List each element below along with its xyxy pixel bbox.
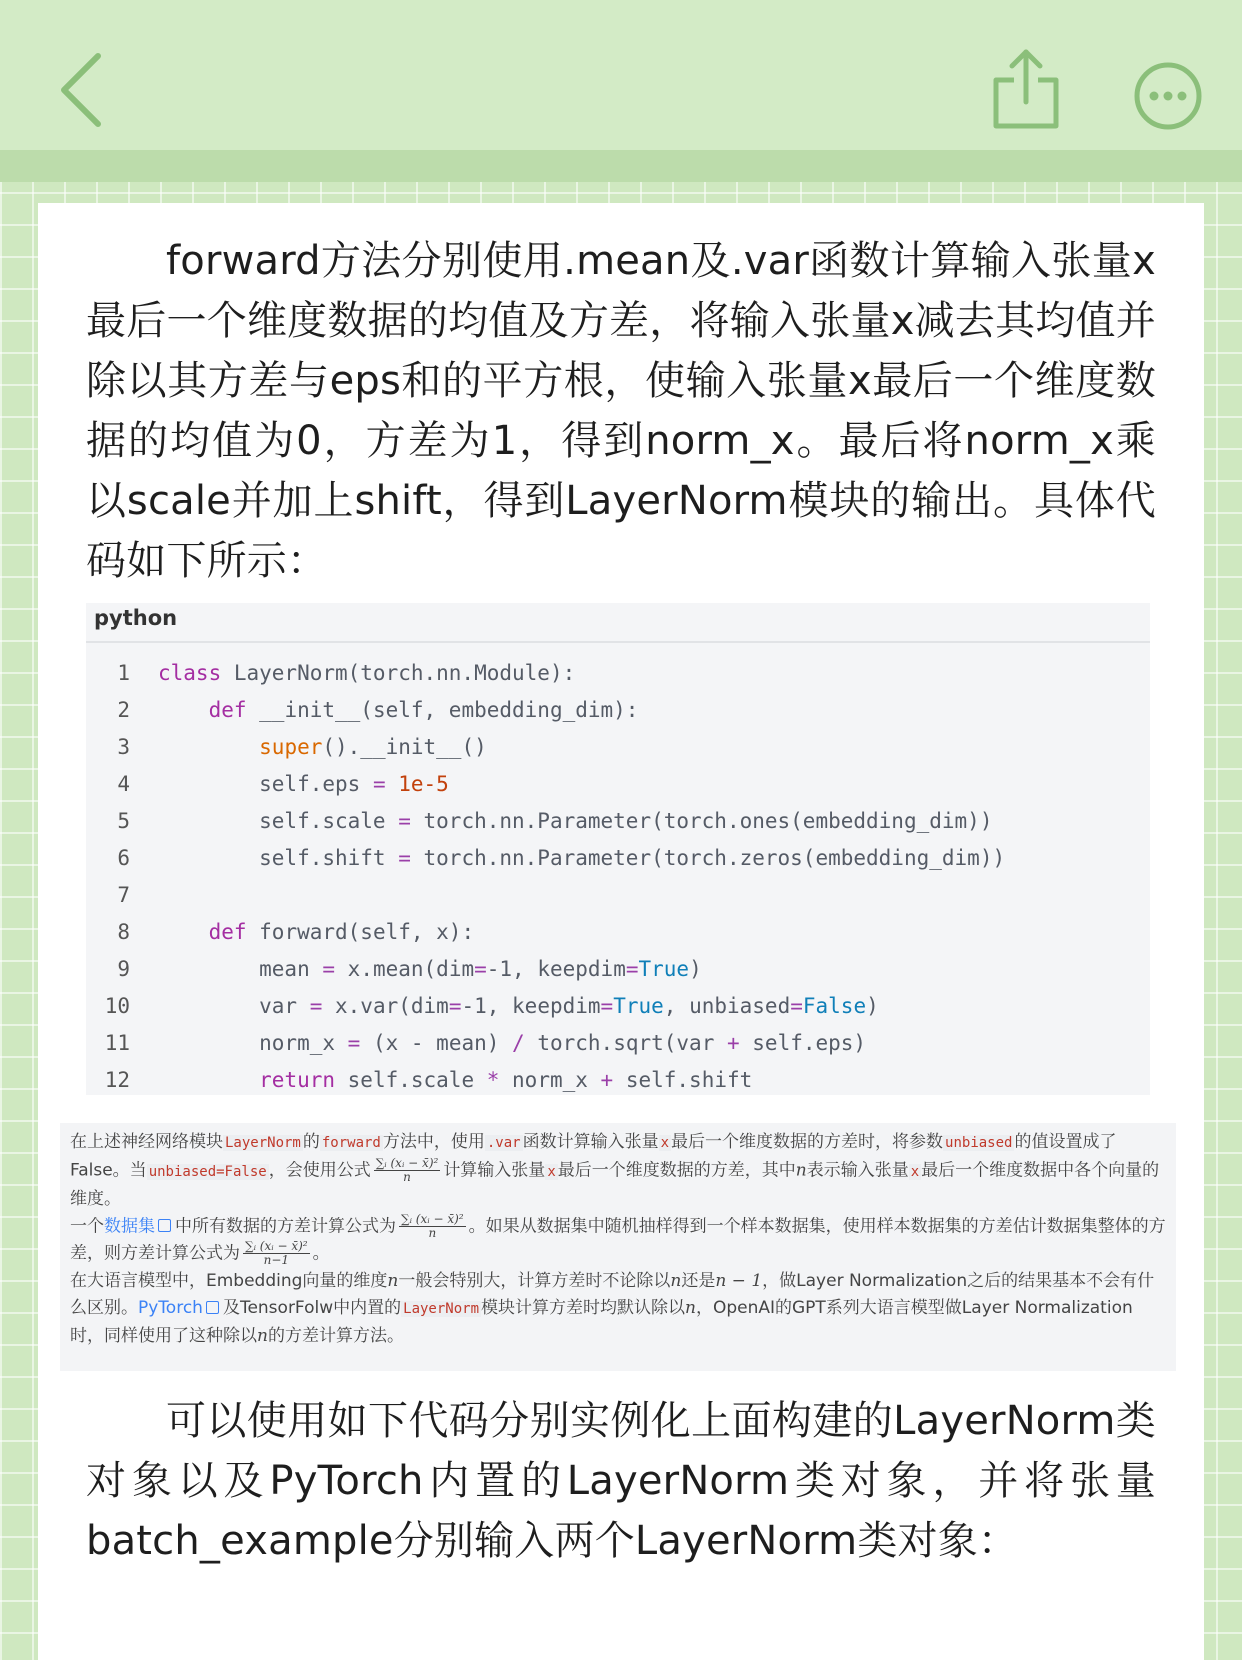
code-line: 1 class LayerNorm(torch.nn.Module): [86, 655, 1150, 692]
external-link-icon[interactable] [206, 1301, 219, 1314]
code-line: 6 self.shift = torch.nn.Parameter(torch.zeros(embedding_dim)) [86, 840, 1150, 877]
note-paragraph-3: 在大语言模型中，Embedding向量的维度n一般会特别大，计算方差时不论除以n还是n − 1，做Layer Normalization之后的结果基本不会有什么区别。PyTorch 及TensorFolw中内置的 LayerNorm 模块计算方差时均默认除以n，OpenAI的GPT系列大语言模型做Layer Normalization时，同样使用了这种除以n的方差计算方法。 [70, 1270, 1155, 1346]
line-number: 11 [104, 1031, 130, 1055]
code-line: 11 norm_x = (x - mean) / torch.sqrt(var + self.eps) [86, 1025, 1150, 1062]
explanation-note [60, 1123, 1176, 1371]
code-line: 8 def forward(self, x): [86, 914, 1150, 951]
code-line: 5 self.scale = torch.nn.Parameter(torch.ones(embedding_dim)) [86, 803, 1150, 840]
more-options-icon[interactable] [1132, 60, 1204, 132]
code-line [86, 877, 1150, 914]
back-chevron-icon[interactable] [56, 50, 116, 130]
inline-code: forward [321, 1135, 381, 1151]
variance-formula: $\frac{\text{∑ᵢ (xᵢ − x̄)²}}{n}$ [375, 1156, 439, 1184]
code-line: 10 var = x.var(dim=-1, keepdim=True, unbiased=False) [86, 988, 1150, 1025]
line-number: 1 [117, 661, 130, 685]
line-number: 9 [117, 957, 130, 981]
code-lines [86, 655, 1150, 1099]
line-number: 2 [117, 698, 130, 722]
inline-code: LayerNorm [225, 1135, 301, 1151]
inline-code: unbiased=False [148, 1163, 267, 1180]
inline-code: x [660, 1135, 670, 1151]
population-variance-formula: $\frac{\text{∑ᵢ (xᵢ − x̄)²}}{n}$ [401, 1211, 464, 1240]
share-icon[interactable] [990, 46, 1062, 132]
code-language-label: python [86, 603, 1150, 643]
line-number: 5 [117, 809, 130, 833]
pytorch-link[interactable]: PyTorch [138, 1297, 203, 1318]
external-link-icon[interactable] [158, 1219, 171, 1232]
inline-code: .var [486, 1135, 521, 1151]
note-paragraph-1: 在上述神经网络模块 LayerNorm 的 forward 方法中，使用 .var 函数计算输入张量 x 最后一个维度数据的方差时，将参数 unbiased 的值设置成了False。当 unbiased=False ，会使用公式 $\frac{\text{∑ᵢ (xᵢ − x̄)²}}{n}$ 计算输入张量 x 最后一个维度数据的方差，其中n表示输入张量 x 最后一个维度数据中各个向量的维度。 [70, 1132, 1160, 1209]
code-line: 3 super().__init__() [86, 729, 1150, 766]
article-paragraph-2: 可以使用如下代码分别实例化上面构建的LayerNorm类对象以及PyTorch内置的LayerNorm类对象，并将张量batch_example分别输入两个LayerNorm类对象： [86, 1398, 1156, 1564]
line-number: 6 [117, 846, 130, 870]
code-line: 9 mean = x.mean(dim=-1, keepdim=True) [86, 951, 1150, 988]
navigation-bar-shadow [0, 150, 1242, 182]
line-number: 4 [117, 772, 130, 796]
code-line: 2 def __init__(self, embedding_dim): [86, 692, 1150, 729]
inline-code: x [910, 1163, 920, 1180]
code-line: 12 return self.scale * norm_x + self.shift [86, 1062, 1150, 1099]
line-number: 7 [117, 883, 130, 907]
article-paragraph-1: forward方法分别使用.mean及.var函数计算输入张量x最后一个维度数据的均值及方差，将输入张量x减去其均值并除以其方差与eps和的平方根，使输入张量x最后一个维度数据的均值为0，方差为1，得到norm_x。最后将norm_x乘以scale并加上shift，得到LayerNorm模块的输出。具体代码如下所示： [86, 238, 1156, 584]
sample-variance-formula: $\frac{\text{∑ᵢ (xᵢ − x̄)²}}{n-1}$ [245, 1239, 308, 1267]
dataset-link[interactable]: 数据集 [104, 1216, 155, 1236]
content-card [38, 203, 1204, 1660]
line-number: 12 [104, 1068, 130, 1092]
note-paragraph-2: 一个数据集 中所有数据的方差计算公式为 $\frac{\text{∑ᵢ (xᵢ − x̄)²}}{n}$ 。如果从数据集中随机抽样得到一个样本数据集，使用样本数据集的方差估计数据集整体的方差，则方差计算公式为 $\frac{\text{∑ᵢ (xᵢ − x̄)²}}{n-1}$ 。 [70, 1211, 1166, 1267]
code-line: 4 self.eps = 1e-5 [86, 766, 1150, 803]
inline-code: unbiased [945, 1135, 1013, 1151]
inline-code: LayerNorm [403, 1300, 479, 1317]
line-number: 8 [117, 920, 130, 944]
inline-code: x [547, 1163, 556, 1180]
code-block [86, 603, 1150, 1095]
line-number: 3 [117, 735, 130, 759]
line-number: 10 [104, 994, 130, 1018]
